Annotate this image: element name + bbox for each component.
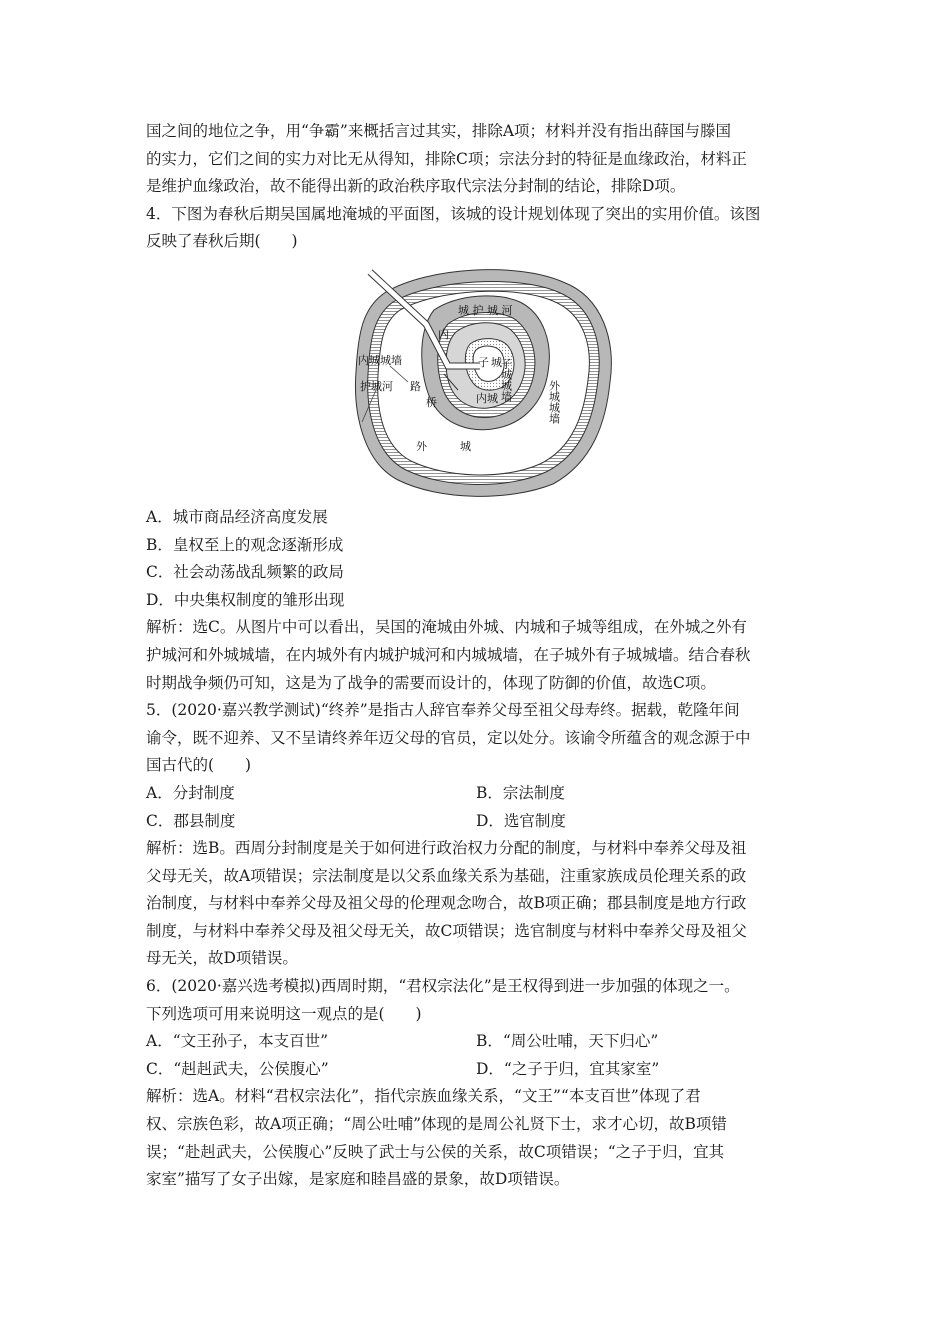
analysis-line: 父母无关，故A项错误；宗法制度是以父系血缘关系为基础，注重家族成员伦理关系的政 <box>146 866 747 885</box>
label-outer-wall: 外城城墙 <box>547 379 561 424</box>
question-stem: 4．下图为春秋后期吴国属地淹城的平面图，该城的设计规划体现了突出的实用价值。该图 <box>146 204 761 223</box>
option-d: D．选官制度 <box>476 811 566 830</box>
label-inner-wall: 内城城墙 <box>358 353 402 367</box>
options-row <box>146 780 806 808</box>
analysis-line: 护城河和外城城墙，在内城外有内城护城河和内城城墙，在子城外有子城城墙。结合春秋 <box>146 645 751 664</box>
label-zi: 子 <box>478 355 489 369</box>
analysis-line: 权、宗族色彩，故A项正确；“周公吐哺”体现的是周公礼贤下士，求才心切，故B项错 <box>146 1115 727 1134</box>
city-plan-map <box>348 262 618 502</box>
q3-analysis-continued <box>146 118 806 201</box>
analysis-line: 治制度，与材料中奉养父母及祖父母的伦理观念吻合，故B项正确；郡县制度是地方行政 <box>146 894 747 913</box>
analysis-line: 解析：选B。西周分封制度是关于如何进行政治权力分配的制度，与材料中奉养父母及祖 <box>146 839 747 858</box>
document-page <box>146 118 806 1194</box>
label-inner-city: 内城 <box>476 391 498 405</box>
label-zi-wall: 子城城墙 <box>499 357 513 402</box>
question-stem: 下列选项可用来说明这一观点的是( ) <box>146 1004 422 1023</box>
question-stem: 谕令，既不迎养、又不呈请终养年迈父母的官员，定以处分。该谕令所蕴含的观念源于中 <box>146 728 751 747</box>
options-row <box>146 1056 806 1084</box>
analysis-line: 制度，与材料中奉养父母及祖父母无关，故C项错误；选官制度与材料中奉养父母及祖父 <box>146 921 747 940</box>
analysis-line: 误；“赴赳武夫，公侯腹心”反映了武士与公侯的关系，故C项错误；“之子于归，宜其 <box>146 1142 725 1161</box>
label-bridge: 桥 <box>426 395 437 409</box>
option-a: A．“文王孙子，本支百世” <box>146 1032 329 1051</box>
label-inner: 内 <box>438 327 449 341</box>
question-stem: 6．(2020·嘉兴选考模拟)西周时期，“君权宗法化”是王权得到进一步加强的体现之一。 <box>146 977 740 996</box>
option-a: A．城市商品经济高度发展 <box>146 507 328 526</box>
question-stem: 国古代的( ) <box>146 756 252 775</box>
options-row <box>146 808 806 836</box>
option-b: B．“周公吐哺，天下归心” <box>476 1032 659 1051</box>
question-5 <box>146 697 806 973</box>
analysis-line: 时期战争频仍可知，这是为了战争的需要而设计的，体现了防御的价值，故选C项。 <box>146 673 716 692</box>
option-c: C．“赳赳武夫，公侯腹心” <box>146 1059 329 1078</box>
question-6 <box>146 973 806 1194</box>
question-stem: 反映了春秋后期( ) <box>146 232 298 251</box>
text-line: 的实力，它们之间的实力对比无从得知，排除C项；宗法分封的特征是血缘政治，材料正 <box>146 149 747 168</box>
option-b: B．皇权至上的观念逐渐形成 <box>146 535 344 554</box>
option-c: C．郡县制度 <box>146 811 236 830</box>
option-d: D．中央集权制度的雏形出现 <box>146 590 345 609</box>
option-a: A．分封制度 <box>146 783 235 802</box>
label-cheng: 城 <box>491 355 502 369</box>
text-line: 国之间的地位之争，用“争霸”来概括言过其实，排除A项；材料并没有指出薛国与滕国 <box>146 122 732 140</box>
analysis-line: 解析：选C。从图片中可以看出，吴国的淹城由外城、内城和子城等组成，在外城之外有 <box>146 618 747 637</box>
label-outer-city: 外 城 <box>416 439 471 453</box>
label-inner-moat: 城 护 城 河 <box>458 303 513 317</box>
analysis-line: 解析：选A。材料“君权宗法化”，指代宗族血缘关系，“文王”“本支百世”体现了君 <box>146 1087 701 1106</box>
label-outer-moat: 护城河 <box>360 379 393 393</box>
analysis-line: 母无关，故D项错误。 <box>146 949 298 968</box>
question-stem: 5．(2020·嘉兴教学测试)“终养”是指古人辞官奉养父母至祖父母寿终。据载，乾隆年间 <box>146 701 740 720</box>
option-c: C．社会动荡战乱频繁的政局 <box>146 563 344 582</box>
analysis-line: 家室”描写了女子出嫁，是家庭和睦昌盛的景象，故D项错误。 <box>146 1170 570 1189</box>
option-b: B．宗法制度 <box>476 783 565 802</box>
yancheng-city-plan-figure <box>348 262 618 502</box>
question-4 <box>146 201 806 697</box>
label-road: 路 <box>410 379 421 393</box>
text-line: 是维护血缘政治，故不能得出新的政治秩序取代宗法分封制的结论，排除D项。 <box>146 177 686 196</box>
options-row <box>146 1028 806 1056</box>
option-d: D．“之子于归，宜其家室” <box>476 1059 660 1078</box>
